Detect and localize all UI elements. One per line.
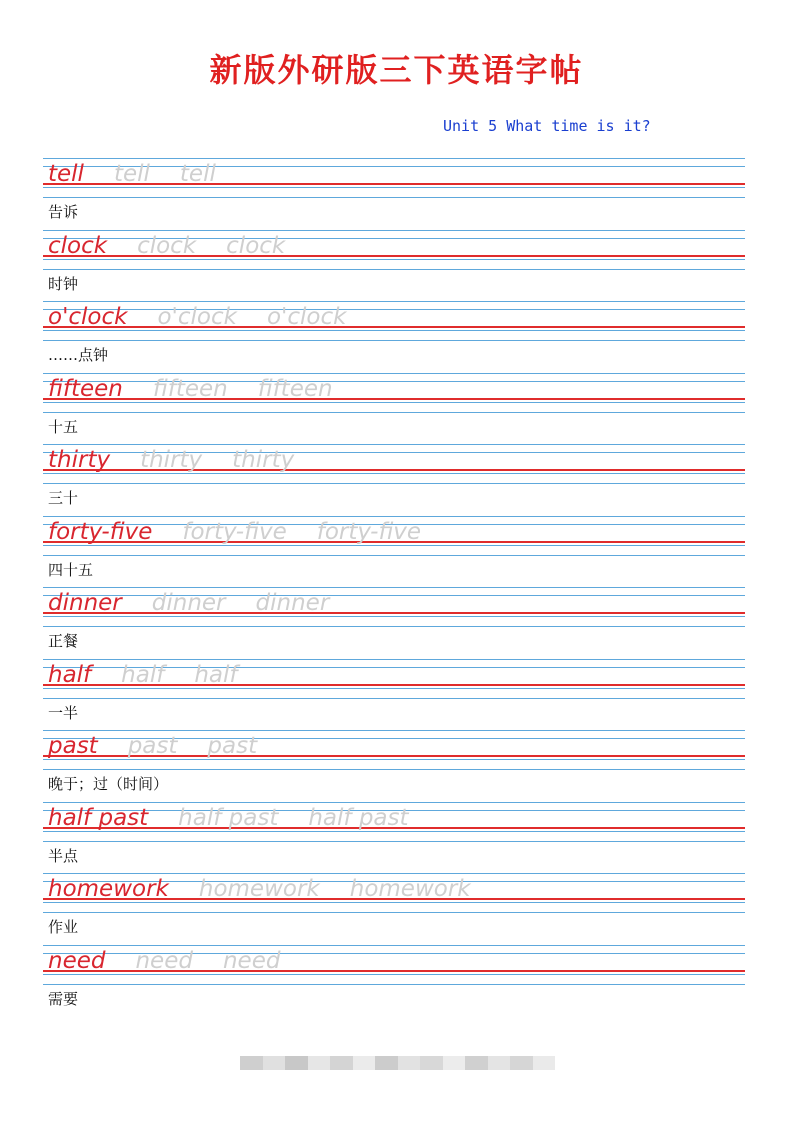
model-word: forty-five bbox=[48, 518, 153, 545]
model-word: half past bbox=[48, 804, 149, 831]
guide-line-lower bbox=[43, 402, 745, 403]
model-word: clock bbox=[48, 232, 108, 259]
guide-line-bottom bbox=[43, 841, 745, 842]
writing-lines bbox=[43, 945, 745, 975]
trace-word: forty-five bbox=[316, 518, 422, 545]
model-word: fifteen bbox=[48, 375, 123, 402]
trace-word: past bbox=[127, 733, 178, 759]
guide-line-top bbox=[43, 730, 745, 731]
writing-lines bbox=[43, 301, 745, 331]
vocab-entry-oclock bbox=[43, 301, 745, 373]
trace-word: dinner bbox=[151, 590, 226, 616]
model-word: o'clock bbox=[48, 304, 128, 330]
guide-line-top bbox=[43, 373, 745, 374]
word-row bbox=[48, 447, 324, 473]
guide-line-bottom bbox=[43, 340, 745, 341]
vocab-entry-half-past bbox=[43, 802, 745, 874]
guide-line-lower bbox=[43, 259, 745, 260]
blurred-watermark bbox=[240, 1056, 555, 1070]
word-row bbox=[48, 304, 376, 330]
vocab-entry-fifteen bbox=[43, 373, 745, 445]
guide-line-top bbox=[43, 444, 745, 445]
guide-line-bottom bbox=[43, 626, 745, 627]
writing-lines bbox=[43, 230, 745, 260]
word-row bbox=[48, 876, 501, 902]
chinese-meaning: 作业 bbox=[48, 918, 79, 936]
chinese-meaning: 一半 bbox=[48, 703, 79, 722]
guide-line-lower bbox=[43, 688, 745, 689]
guide-line-top bbox=[43, 945, 745, 946]
word-row bbox=[48, 948, 310, 974]
trace-word: clock bbox=[137, 232, 197, 259]
guide-line-lower bbox=[43, 473, 745, 474]
writing-lines bbox=[43, 444, 745, 474]
copybook-sheet bbox=[43, 158, 745, 1016]
trace-word: o'clock bbox=[266, 304, 347, 330]
guide-line-lower bbox=[43, 902, 745, 903]
chinese-meaning: 半点 bbox=[48, 846, 79, 865]
trace-word: fifteen bbox=[152, 375, 228, 402]
chinese-meaning: 三十 bbox=[48, 489, 79, 507]
model-word: past bbox=[48, 733, 98, 759]
chinese-meaning: 晚于；过（时间） bbox=[48, 775, 169, 793]
guide-line-bottom bbox=[43, 197, 745, 198]
chinese-meaning: 需要 bbox=[48, 989, 79, 1008]
trace-word: thirty bbox=[140, 447, 203, 473]
word-row bbox=[48, 519, 451, 545]
trace-word: need bbox=[222, 947, 281, 974]
guide-line-bottom bbox=[43, 412, 745, 413]
guide-line-lower bbox=[43, 330, 745, 331]
chinese-meaning: 十五 bbox=[48, 417, 79, 436]
guide-line-top bbox=[43, 802, 745, 803]
guide-line-bottom bbox=[43, 912, 745, 913]
trace-word: homework bbox=[349, 876, 471, 902]
guide-line-bottom bbox=[43, 555, 745, 556]
vocab-entry-clock bbox=[43, 230, 745, 302]
writing-lines bbox=[43, 516, 745, 546]
trace-word: half bbox=[121, 661, 165, 688]
guide-line-top bbox=[43, 587, 745, 588]
chinese-meaning: 四十五 bbox=[48, 560, 94, 579]
unit-heading: Unit 5 What time is it? bbox=[443, 117, 651, 135]
vocab-entry-thirty bbox=[43, 444, 745, 516]
chinese-meaning: 正餐 bbox=[48, 632, 79, 650]
guide-line-bottom bbox=[43, 769, 745, 770]
word-row bbox=[48, 733, 287, 759]
vocab-entry-homework bbox=[43, 873, 745, 945]
writing-lines bbox=[43, 873, 745, 903]
writing-lines bbox=[43, 587, 745, 617]
model-word: dinner bbox=[48, 590, 122, 616]
trace-word: tell bbox=[179, 161, 216, 187]
trace-word: need bbox=[135, 947, 193, 974]
trace-word: past bbox=[207, 733, 258, 759]
trace-word: o'clock bbox=[157, 304, 237, 330]
chinese-meaning: 告诉 bbox=[48, 203, 79, 221]
guide-line-lower bbox=[43, 616, 745, 617]
trace-word: dinner bbox=[255, 590, 330, 616]
writing-lines bbox=[43, 158, 745, 188]
guide-line-bottom bbox=[43, 984, 745, 985]
vocab-entry-half bbox=[43, 659, 745, 731]
word-row bbox=[48, 805, 439, 831]
guide-line-bottom bbox=[43, 483, 745, 484]
guide-line-lower bbox=[43, 974, 745, 975]
word-row bbox=[48, 161, 246, 187]
chinese-meaning: ……点钟 bbox=[48, 346, 109, 364]
word-row bbox=[48, 662, 268, 688]
word-row bbox=[48, 590, 359, 616]
vocab-entry-forty-five bbox=[43, 516, 745, 588]
model-word: thirty bbox=[48, 447, 111, 473]
guide-line-lower bbox=[43, 545, 745, 546]
model-word: need bbox=[48, 947, 106, 974]
trace-word: half past bbox=[308, 804, 409, 831]
guide-line-top bbox=[43, 301, 745, 302]
vocab-entry-dinner bbox=[43, 587, 745, 659]
chinese-meaning: 时钟 bbox=[48, 274, 79, 293]
trace-word: homework bbox=[198, 876, 320, 902]
word-row bbox=[48, 376, 363, 402]
trace-word: half past bbox=[178, 804, 279, 831]
guide-line-top bbox=[43, 659, 745, 660]
page-title: 新版外研版三下英语字帖 bbox=[209, 51, 584, 89]
guide-line-lower bbox=[43, 187, 745, 188]
writing-lines bbox=[43, 802, 745, 832]
guide-line-bottom bbox=[43, 269, 745, 270]
guide-line-lower bbox=[43, 759, 745, 760]
model-word: homework bbox=[48, 876, 169, 902]
trace-word: forty-five bbox=[182, 518, 287, 545]
guide-line-lower bbox=[43, 831, 745, 832]
vocab-entry-past bbox=[43, 730, 745, 802]
guide-line-top bbox=[43, 873, 745, 874]
trace-word: fifteen bbox=[257, 375, 333, 402]
guide-line-top bbox=[43, 158, 745, 159]
trace-word: clock bbox=[226, 232, 286, 259]
guide-line-bottom bbox=[43, 698, 745, 699]
trace-word: tell bbox=[113, 161, 150, 187]
writing-lines bbox=[43, 659, 745, 689]
trace-word: thirty bbox=[232, 447, 295, 473]
vocab-entry-need bbox=[43, 945, 745, 1017]
trace-word: half bbox=[194, 661, 238, 688]
writing-lines bbox=[43, 730, 745, 760]
vocab-entry-tell bbox=[43, 158, 745, 230]
model-word: tell bbox=[48, 161, 84, 187]
writing-lines bbox=[43, 373, 745, 403]
word-row bbox=[48, 233, 315, 259]
guide-line-top bbox=[43, 516, 745, 517]
guide-line-top bbox=[43, 230, 745, 231]
model-word: half bbox=[48, 661, 92, 688]
